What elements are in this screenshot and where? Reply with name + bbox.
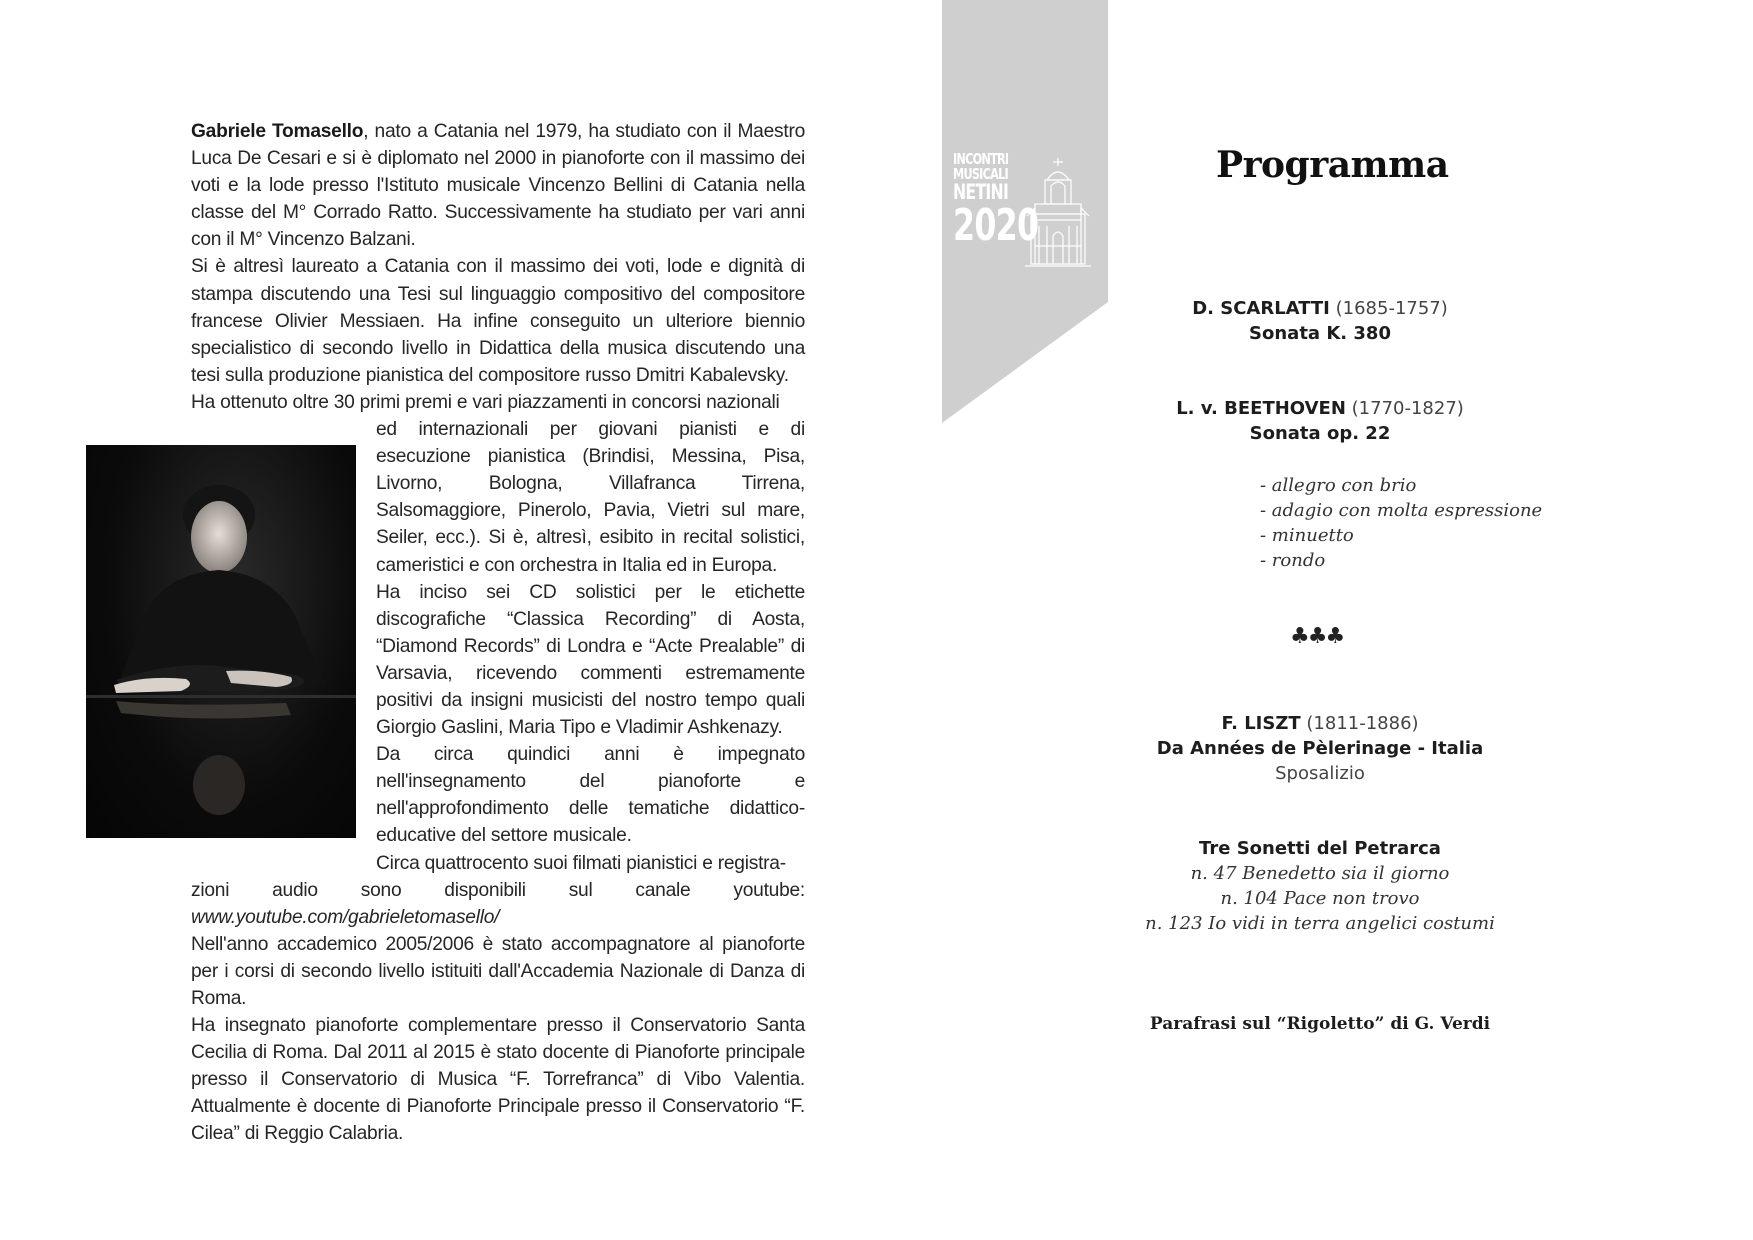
program-item-parafrasi: [1130, 1012, 1510, 1037]
sonetto-item: n. 104 Pace non trovo: [1220, 888, 1420, 909]
artist-photo: [86, 445, 356, 838]
movement-list: [1260, 473, 1542, 573]
piece-title: Sposalizio: [1275, 763, 1365, 784]
program-item-beethoven: [1130, 396, 1510, 446]
bio-paragraph: Circa quattrocento suoi filmati pianistici e registra-: [376, 852, 786, 874]
work-title: Sonata K. 380: [1249, 323, 1391, 344]
bio-paragraph: Ha insegnato pianoforte complementare presso il Conservatorio Santa Cecilia di Roma. Dal 2011 al 2015 è stato docente di Pianoforte principale presso il Conservatorio di Musica “F. Torrefranca” di Vibo Valentia. Attualmente è docente di Pianoforte Principale presso il Conservatorio “F. Cilea” di Reggio Calabria.: [191, 1015, 805, 1145]
composer-name: L. v. BEETHOVEN: [1176, 398, 1346, 419]
work-title: Tre Sonetti del Petrarca: [1199, 838, 1441, 859]
bio-paragraph: ed internazionali per giovani pianisti e di esecuzione pianistica (Brindisi, Messina, Pisa, Livorno, Bologna, Villafranca Tirrena, Salsomaggiore, Pinerolo, Pavia, Vietri sul mare, Seiler, ecc.). Si è, altresì, esibito in recital solistici, cameristici e con orchestra in Italia ed in Europa.: [376, 419, 805, 576]
work-title: Parafrasi sul “Rigoletto” di G. Verdi: [1149, 1014, 1491, 1034]
church-icon: [1025, 156, 1091, 268]
work-title: Sonata op. 22: [1249, 423, 1391, 444]
bio-paragraph: Gabriele Tomasello, nato a Catania nel 1979, ha studiato con il Maestro Luca De Cesari e si è diplomato nel 2000 in pianoforte con il massimo dei voti e la lode presso l'Istituto musicale Vincenzo Bellini di Catania nella classe del M° Corrado Ratto. Successivamente ha studiato per vari anni con il M° Vincenzo Balzani.: [191, 121, 806, 251]
composer-name: F. LISZT: [1221, 713, 1301, 734]
composer-dates: (1685-1757): [1335, 298, 1448, 319]
ornament-divider: ♣♣♣: [1290, 624, 1344, 649]
pianist-portrait-image: [86, 445, 356, 838]
bio-paragraph: zioni audio sono disponibili sul canale youtube: www.youtube.com/gabrieletomasello/: [191, 879, 805, 928]
composer-dates: (1770-1827): [1351, 398, 1464, 419]
bio-paragraph: Ha inciso sei CD solistici per le etichette discografiche “Classica Recording” di Aosta, “Diamond Records” di Londra e “Acte Prealable” di Varsavia, ricevendo commenti estremamente positivi da insigni musicisti del nostro tempo quali Giorgio Gaslini, Maria Tipo e Vladimir Ashkenazy.: [376, 581, 805, 739]
movement-item: - adagio con molta espressione: [1260, 500, 1543, 521]
composer-dates: (1811-1886): [1306, 713, 1419, 734]
program-title: Programma: [1216, 144, 1449, 186]
sonetto-item: n. 123 Io vidi in terra angelici costumi: [1145, 913, 1495, 934]
program-item-scarlatti: [1130, 296, 1510, 346]
youtube-link[interactable]: www.youtube.com/gabrieletomasello/: [191, 906, 500, 928]
bio-paragraph: Da circa quindici anni è impegnato nell'insegnamento del pianoforte e nell'approfondimento delle tematiche didattico-educative del settore musicale.: [376, 744, 805, 847]
logo-text: INCONTRI MUSICALI NETINI 2020: [953, 150, 1039, 251]
bio-paragraph: Nell'anno accademico 2005/2006 è stato accompagnatore al pianoforte per i corsi di secondo livello istituiti dall'Accademia Nazionale di Danza di Roma.: [191, 933, 805, 1009]
program-item-sonetti: [1130, 836, 1510, 936]
festival-logo: [953, 152, 1095, 270]
movement-item: - allegro con brio: [1260, 475, 1417, 496]
bio-paragraph: Si è altresì laureato a Catania con il massimo dei voti, lode e dignità di stampa discutendo una Tesi sul linguaggio compositivo del compositore francese Olivier Messiaen. Ha infine conseguito un ulteriore biennio specialistico di secondo livello in Didattica della musica discutendo una tesi sulla produzione pianistica del compositore russo Dmitri Kabalevsky.: [191, 256, 805, 386]
artist-name: Gabriele Tomasello: [191, 121, 364, 142]
work-title: Da Années de Pèlerinage - Italia: [1156, 738, 1484, 759]
bio-paragraph: Ha ottenuto oltre 30 primi premi e vari piazzamenti in concorsi nazionali: [191, 391, 780, 413]
program-item-liszt: [1130, 711, 1510, 786]
movement-item: - minuetto: [1260, 525, 1354, 546]
movement-item: - rondo: [1260, 550, 1326, 571]
sonetto-item: n. 47 Benedetto sia il giorno: [1190, 863, 1450, 884]
composer-name: D. SCARLATTI: [1192, 298, 1330, 319]
